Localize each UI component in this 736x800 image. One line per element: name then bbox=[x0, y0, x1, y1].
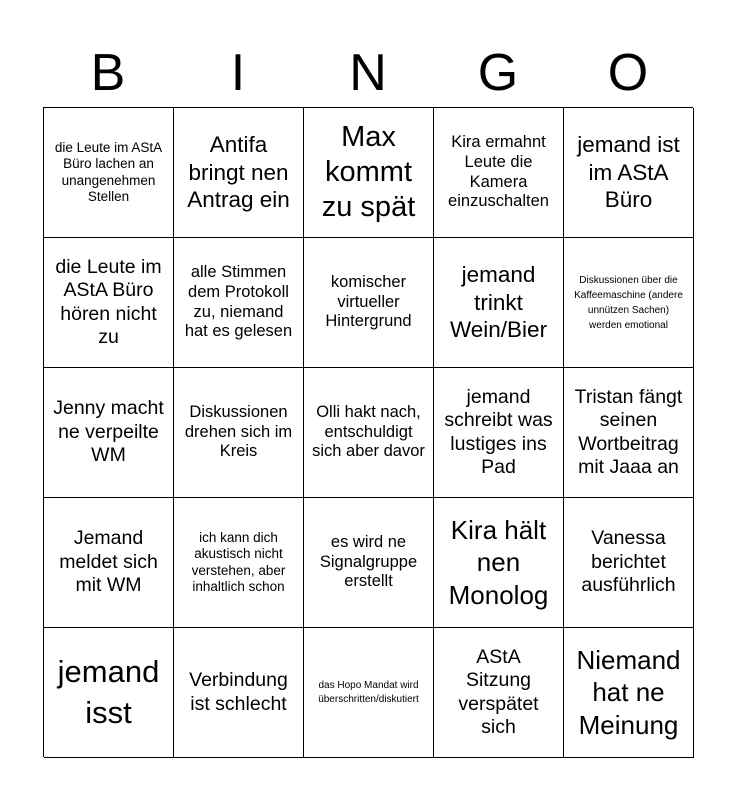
bingo-cell-r3c4[interactable] bbox=[434, 368, 564, 498]
bingo-cell-r5c5[interactable] bbox=[564, 628, 694, 758]
bingo-cell-r4c1[interactable] bbox=[44, 498, 174, 628]
cell-text: es wird ne Signalgruppe erstellt bbox=[319, 532, 418, 591]
cell-text: Max kommt zu spät bbox=[321, 121, 416, 223]
cell-text: Verbindung ist schlecht bbox=[189, 669, 288, 715]
bingo-header bbox=[43, 38, 693, 108]
bingo-grid bbox=[43, 107, 693, 757]
cell-text: das Hopo Mandat wird überschritten/diskutiert bbox=[318, 680, 419, 705]
bingo-cell-r1c5[interactable] bbox=[564, 108, 694, 238]
cell-text: jemand isst bbox=[57, 654, 160, 730]
cell-text: komischer virtueller Hintergrund bbox=[325, 272, 412, 331]
cell-text: Tristan fängt seinen Wortbeitrag mit Jaaa an bbox=[574, 385, 683, 478]
cell-text: Diskussionen über die Kaffeemaschine (andere unnützen Sachen) werden emotional bbox=[574, 274, 683, 331]
bingo-cell-r1c1[interactable] bbox=[44, 108, 174, 238]
bingo-cell-r4c4[interactable] bbox=[434, 498, 564, 628]
bingo-cell-r5c1[interactable] bbox=[44, 628, 174, 758]
cell-text: Antifa bringt nen Antrag ein bbox=[187, 132, 290, 213]
header-letter-b: B bbox=[90, 44, 126, 102]
header-letter-g: G bbox=[477, 44, 519, 102]
cell-text: Niemand hat ne Meinung bbox=[576, 644, 681, 740]
bingo-cell-r3c1[interactable] bbox=[44, 368, 174, 498]
bingo-cell-r3c2[interactable] bbox=[174, 368, 304, 498]
bingo-cell-r5c2[interactable] bbox=[174, 628, 304, 758]
cell-text: Kira hält nen Monolog bbox=[448, 514, 549, 610]
bingo-cell-r2c5[interactable] bbox=[564, 238, 694, 368]
header-letter-i: I bbox=[230, 44, 246, 102]
bingo-cell-r2c4[interactable] bbox=[434, 238, 564, 368]
bingo-cell-r1c2[interactable] bbox=[174, 108, 304, 238]
cell-text: jemand ist im AStA Büro bbox=[577, 132, 680, 213]
header-letter-n: N bbox=[349, 44, 387, 102]
cell-text: alle Stimmen dem Protokoll zu, niemand hat es gelesen bbox=[184, 262, 293, 341]
bingo-cell-r4c5[interactable] bbox=[564, 498, 694, 628]
bingo-cell-r2c3[interactable] bbox=[304, 238, 434, 368]
bingo-cell-r4c2[interactable] bbox=[174, 498, 304, 628]
cell-text: Olli hakt nach, entschuldigt sich aber davor bbox=[312, 402, 425, 461]
cell-text: die Leute im AStA Büro lachen an unangenehmen Stellen bbox=[54, 140, 163, 204]
bingo-cell-r5c3[interactable] bbox=[304, 628, 434, 758]
cell-text: Jemand meldet sich mit WM bbox=[59, 527, 158, 597]
cell-text: Vanessa berichtet ausführlich bbox=[581, 527, 676, 597]
cell-text: jemand schreibt was lustiges ins Pad bbox=[444, 385, 553, 478]
bingo-cell-r3c5[interactable] bbox=[564, 368, 694, 498]
cell-text: Jenny macht ne verpeilte WM bbox=[53, 397, 164, 467]
bingo-cell-r2c1[interactable] bbox=[44, 238, 174, 368]
bingo-cell-r1c4[interactable] bbox=[434, 108, 564, 238]
cell-text: Diskussionen drehen sich im Kreis bbox=[184, 402, 293, 461]
cell-text: jemand trinkt Wein/Bier bbox=[449, 262, 548, 343]
bingo-cell-r1c3[interactable] bbox=[304, 108, 434, 238]
bingo-cell-r2c2[interactable] bbox=[174, 238, 304, 368]
header-letter-o: O bbox=[607, 44, 649, 102]
cell-text: die Leute im AStA Büro hören nicht zu bbox=[55, 255, 162, 348]
cell-text: ich kann dich akustisch nicht verstehen, aber inhaltlich schon bbox=[191, 530, 286, 594]
cell-text: Kira ermahnt Leute die Kamera einzuschalten bbox=[448, 132, 549, 211]
bingo-cell-r3c3[interactable] bbox=[304, 368, 434, 498]
bingo-cell-r4c3[interactable] bbox=[304, 498, 434, 628]
cell-text: AStA Sitzung verspätet sich bbox=[458, 645, 539, 738]
bingo-cell-r5c4[interactable] bbox=[434, 628, 564, 758]
